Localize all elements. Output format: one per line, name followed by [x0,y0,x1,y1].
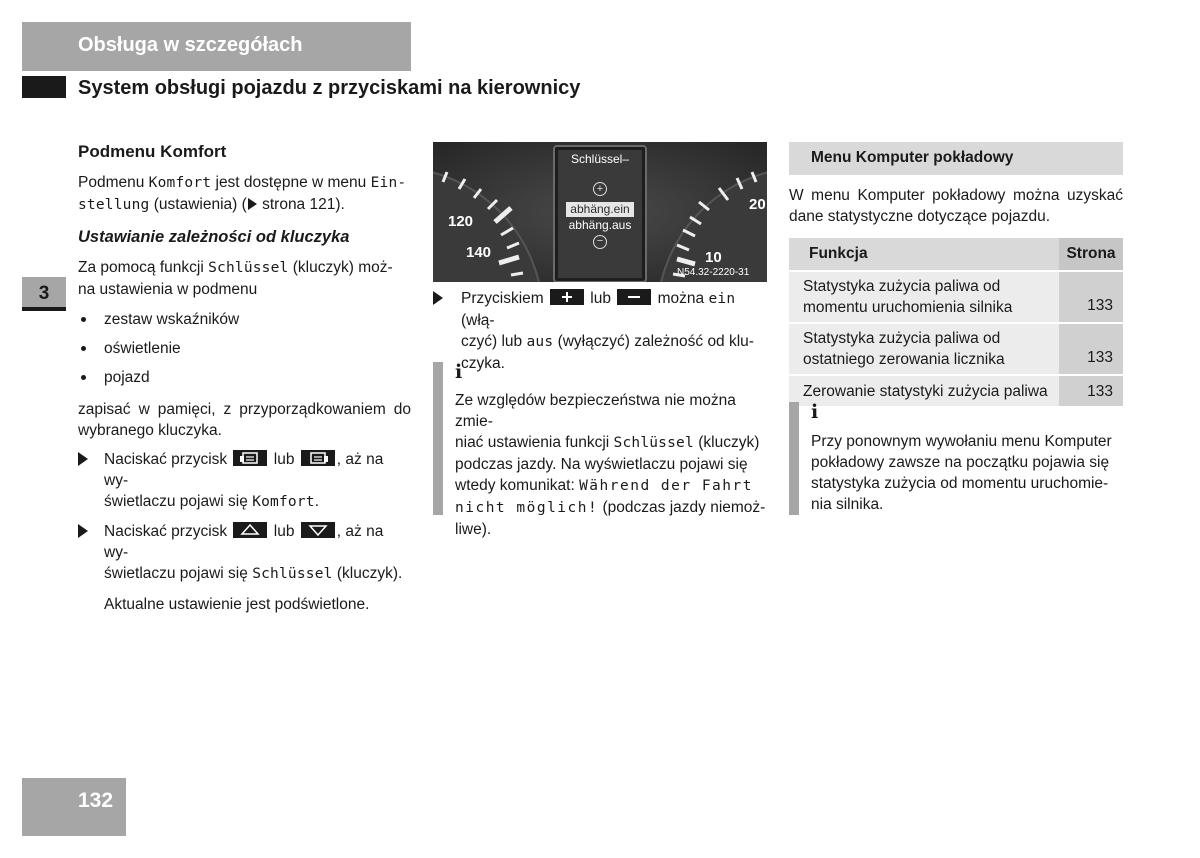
column-header-page: Strona [1059,238,1123,271]
list-item: pojazd [78,363,411,392]
info-icon: i [811,401,819,423]
paragraph-save: zapisać w pamięci, z przyporządkowaniem do wybranego kluczyka. [78,401,411,439]
menu-forward-button-icon [233,450,267,466]
table-row: Statystyka zużycia paliwa od momentu uruchomienia silnika 133 [789,271,1123,323]
gauge-label-10: 10 [705,249,722,266]
info-sidebar [433,362,443,515]
bullet-list [78,305,411,392]
page-ref: 133 [1059,323,1123,375]
page-ref: 133 [1059,271,1123,323]
trip-computer-heading: Menu Komputer pokładowy [811,149,1014,166]
display-option: abhäng.aus [568,218,632,232]
column-header-function: Funkcja [789,238,1059,271]
page-subtitle: System obsługi pojazdu z przyciskami na kierownicy [78,77,581,99]
gauge-label-140: 140 [466,244,492,261]
info-sidebar [789,402,799,515]
figure-code: N54.32-2220-31 [677,267,750,278]
plus-icon: + [593,182,607,196]
step-arrow-icon [78,452,88,466]
plus-button-icon [550,289,584,305]
note-highlighted: Aktualne ustawienie jest podświetlone. [104,596,370,613]
paragraph-schluessel: Za pomocą funkcji Schlüssel (kluczyk) moż- na ustawienia w podmenu [78,259,393,298]
subtitle-marker [22,76,66,98]
info-icon: i [455,361,463,383]
subheading-key-dependency: Ustawianie zależności od kluczyka [78,228,350,246]
gauge-label-20: 20 [749,196,766,213]
safety-info-text: Ze względów bezpieczeństwa nie można zmie- niać ustawienia funkcji Schlüssel (kluczyk) podczas jazdy. Na wyświetlaczu pojawi się wtedy komunikat: Während der Fahrt nicht möglich! (podczas jazdy niemoż- liwe). [455,392,766,538]
column-2 [433,288,767,374]
minus-button-icon [617,289,651,305]
chapter-tab-underline [22,307,66,311]
display-screen-title: Schlüssel– [570,152,630,166]
page-number: 132 [78,789,114,812]
heading-podmenu-komfort: Podmenu Komfort [78,142,227,161]
display-option-selected: abhäng.ein [566,202,634,217]
page-ref: 133 [1059,375,1123,406]
paragraph-komfort: Podmenu Komfort jest dostępne w menu Ein- stellung (ustawienia) ( strona 121). [78,174,407,213]
column-1 [78,141,411,615]
gauge-label-120: 120 [448,213,474,230]
trip-computer-paragraph: W menu Komputer pokładowy można uzyskać dane statystyczne dotyczące pojazdu. [789,187,1123,225]
table-header-row [789,238,1123,271]
minus-icon: − [593,235,607,249]
page-ref-triangle-icon [248,198,257,210]
section-title: Obsługa w szczegółach [78,34,303,56]
menu-back-button-icon [301,450,335,466]
chapter-number: 3 [38,283,50,304]
table-row: Zerowanie statystyki zużycia paliwa 133 [789,375,1123,406]
down-button-icon [301,522,335,538]
step-2: Naciskać przycisk lub , aż na wy- świetlaczu pojawi się Schlüssel (kluczyk). [78,521,411,585]
step-arrow-icon [433,291,443,305]
table-row: Statystyka zużycia paliwa od ostatniego zerowania licznika 133 [789,323,1123,375]
up-button-icon [233,522,267,538]
step-1: Naciskać przycisk lub , aż na wy- świetlaczu pojawi się Komfort. [78,449,411,513]
list-item: zestaw wskaźników [78,305,411,334]
step-arrow-icon [78,524,88,538]
trip-computer-info-text: Przy ponownym wywołaniu menu Komputer pokładowy zawsze na początku pojawia się statystyka zużycia od momentu uruchomie- nia silnika. [811,433,1112,513]
step-plus-minus: Przyciskiem lub można ein (włą- czyć) lub aus (wyłączyć) zależność od klu- czyka. [433,288,767,374]
instrument-cluster-figure [433,142,767,282]
list-item: oświetlenie [78,334,411,363]
functions-table [789,238,1123,406]
